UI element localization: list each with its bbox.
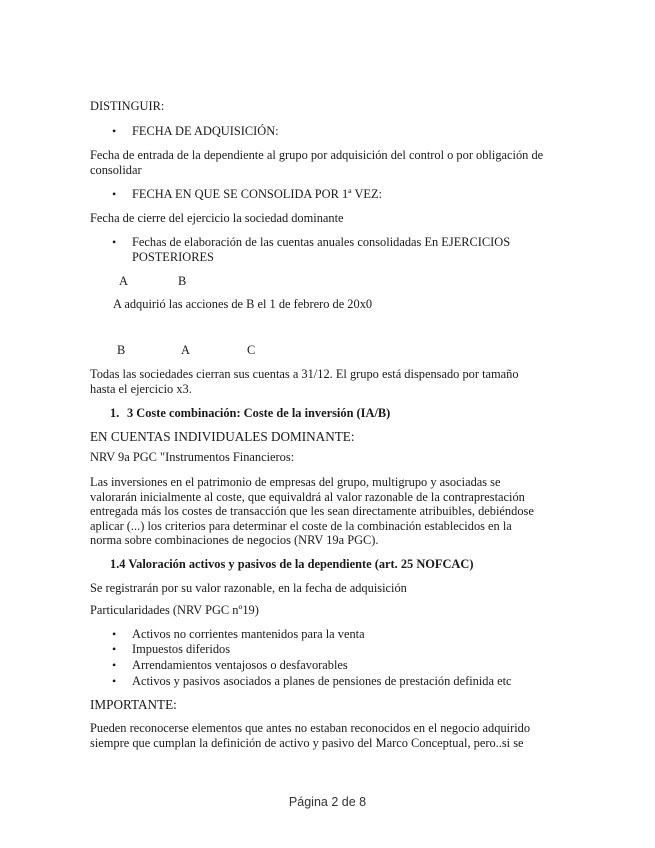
list-item: Activos y pasivos asociados a planes de pensiones de prestación definida etc [132,674,512,688]
bullet-dot: • [112,235,117,249]
bullet-dot: • [112,187,117,201]
page-number-footer: Página 2 de 8 [288,795,367,809]
paragraph-line: hasta el ejercicio x3. [90,382,192,396]
paragraph-line: Las inversiones en el patrimonio de empresas del grupo, multigrupo y asociadas se [90,475,501,489]
text-adquisicion: A adquirió las acciones de B el 1 de febrero de 20x0 [113,297,373,311]
bullet-dot: • [112,627,117,641]
bullet-dot: • [112,124,117,138]
paragraph-line: aplicar (...) los criterios para determinar el coste de la combinación establecidos en la [90,519,512,533]
bullet-fechas-elaboracion-cont: POSTERIORES [132,250,214,264]
paragraph-line: siempre que cumplan la definición de activo y pasivo del Marco Conceptual, pero..si se [90,736,524,750]
bullet-dot: • [112,674,117,688]
diagram2-label-a: A [181,343,190,357]
paragraph-line: Todas las sociedades cierran sus cuentas a 31/12. El grupo está dispensado por tamaño [90,367,519,381]
list-item: Impuestos diferidos [132,642,231,656]
paragraph-line: entregada más los costes de transacción que les sean directamente atribuibles, debiéndose [90,504,534,518]
text-particularidades: Particularidades (NRV PGC nº19) [90,603,259,617]
bullet-fechas-elaboracion: Fechas de elaboración de las cuentas anuales consolidadas En EJERCICIOS [132,235,511,249]
diagram2-label-c: C [247,343,256,357]
diagram2-label-b: B [117,343,126,357]
list-item: Arrendamientos ventajosos o desfavorables [132,658,348,672]
text-cuentas-individuales: EN CUENTAS INDIVIDUALES DOMINANTE: [90,429,355,444]
paragraph-line: Fecha de entrada de la dependiente al grupo por adquisición del control o por obligación de [90,148,544,162]
text-distinguir: DISTINGUIR: [90,99,165,113]
paragraph-line: Pueden reconocerse elementos que antes no estaban reconocidos en el negocio adquirido [90,721,531,735]
paragraph-line: norma sobre combinaciones de negocios (NRV 19a PGC). [90,533,379,547]
bullet-dot: • [112,658,117,672]
bullet-dot: • [112,642,117,656]
text-importante: IMPORTANTE: [90,697,177,712]
bullet-fecha-adquisicion: FECHA DE ADQUISICIÓN: [132,124,279,138]
paragraph-line: Fecha de cierre del ejercicio la sociedad dominante [90,211,344,225]
text-registraran: Se registrarán por su valor razonable, en la fecha de adquisición [90,581,407,595]
list-item: Activos no corrientes mantenidos para la venta [132,627,365,641]
heading-number: 1. [110,406,120,420]
text-nrv-9a: NRV 9a PGC "Instrumentos Financieros: [90,450,295,464]
paragraph-line: consolidar [90,163,142,177]
diagram-label-a: A [119,274,128,288]
paragraph-line: valorarán inicialmente al coste, que equivaldrá al valor razonable de la contraprestación [90,490,525,504]
bullet-fecha-consolida: FECHA EN QUE SE CONSOLIDA POR 1ª VEZ: [132,187,382,201]
diagram-label-b: B [178,274,187,288]
heading-coste-combinacion: 3 Coste combinación: Coste de la inversión (IA/B) [127,406,391,420]
heading-valoracion: 1.4 Valoración activos y pasivos de la dependiente (art. 25 NOFCAC) [110,557,474,571]
